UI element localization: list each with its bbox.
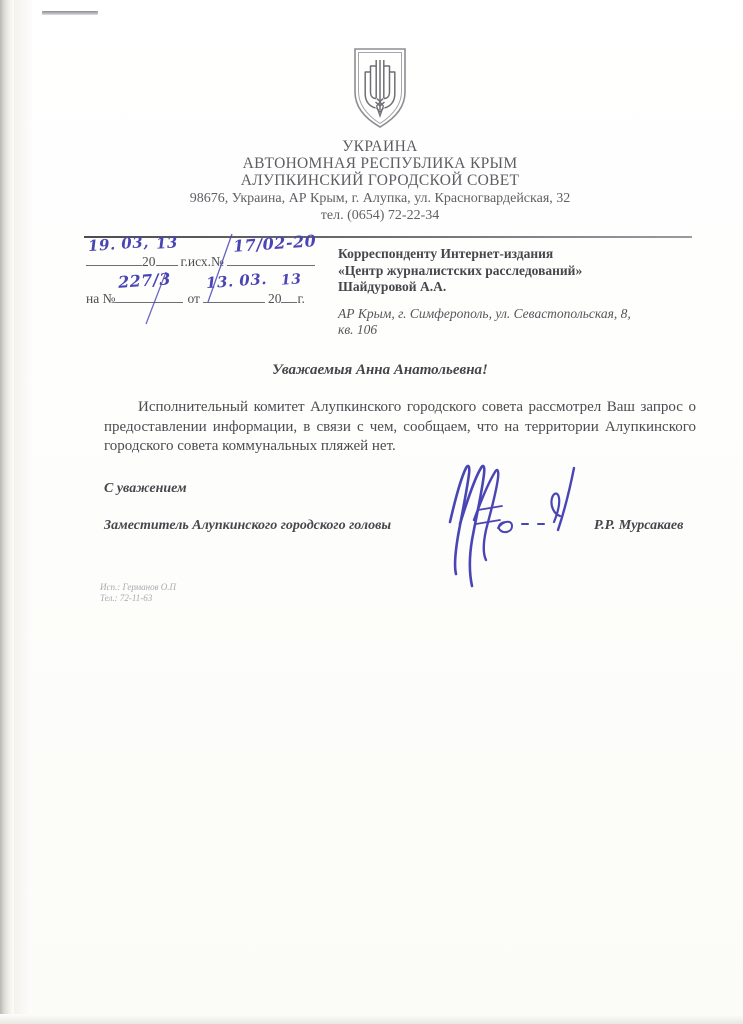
outgoing-number-handwriting: 17/02-20 xyxy=(232,231,317,256)
incoming-from-label: от xyxy=(187,291,200,306)
letterhead-council: АЛУПКИНСКИЙ ГОРОДСКОЙ СОВЕТ xyxy=(240,172,520,189)
outgoing-label: г.исх.№ xyxy=(180,254,224,269)
greeting-line: Уважаемыя Анна Анатольевна! xyxy=(272,362,488,378)
outgoing-date-handwriting: 19. 03, xyxy=(87,232,150,256)
executor-phone: Тел.: 72-11-63 xyxy=(100,592,153,603)
signatory-title: Заместитель Алупкинского городского головы xyxy=(104,518,392,533)
reference-block xyxy=(86,231,336,311)
closing-line: С уважением xyxy=(104,481,187,496)
signatory-name: Р.Р. Мурсакаев xyxy=(594,518,684,533)
letterhead-address: 98676, Украина, АР Крым, г. Алупка, ул. Красногвардейская, 32 xyxy=(189,191,571,206)
executor-name: Исп.: Германов О.П xyxy=(100,582,177,592)
letterhead-country: УКРАИНА xyxy=(342,138,418,155)
incoming-number-handwriting: 227/3 xyxy=(117,269,172,292)
letterhead xyxy=(60,138,700,224)
executor-note xyxy=(100,582,176,603)
incoming-year-handwriting: 13 xyxy=(280,271,303,289)
handwritten-signature xyxy=(446,462,626,590)
ukrainian-trident-coat-of-arms-icon xyxy=(352,46,408,130)
letterhead-republic: АВТОНОМНАЯ РЕСПУБЛИКА КРЫМ xyxy=(242,155,518,172)
letterhead-phone: тел. (0654) 72-22-34 xyxy=(320,208,440,223)
addressee-address-line-2: кв. 106 xyxy=(338,322,378,337)
addressee-block xyxy=(338,246,688,296)
addressee-line-1: Корреспонденту Интернет-издания xyxy=(338,246,554,261)
body-paragraph: Исполнительный комитет Алупкинского городского совета рассмотрел Ваш запрос о предоставлении информации, в связи с чем, сообщаем, что на территории Алупкинского городского совета коммунальных пляжей нет. xyxy=(104,399,696,454)
incoming-date-handwriting: 13. 03. xyxy=(205,269,268,293)
addressee-line-2: «Центр журналистских расследований» xyxy=(338,262,583,278)
incoming-year-suffix: г. xyxy=(297,291,305,306)
pen-stroke-artifact xyxy=(80,240,350,320)
incoming-year-printed: 20 xyxy=(267,291,282,306)
outgoing-year-handwriting: 13 xyxy=(154,233,178,253)
incoming-label: на № xyxy=(86,291,116,306)
addressee-address-block xyxy=(338,306,688,338)
addressee-line-3: Шайдуровой А.А. xyxy=(338,279,447,294)
addressee-address-line-1: АР Крым, г. Симферополь, ул. Севастопольская, 8, xyxy=(338,306,631,321)
outgoing-year-printed: 20 xyxy=(142,254,156,269)
